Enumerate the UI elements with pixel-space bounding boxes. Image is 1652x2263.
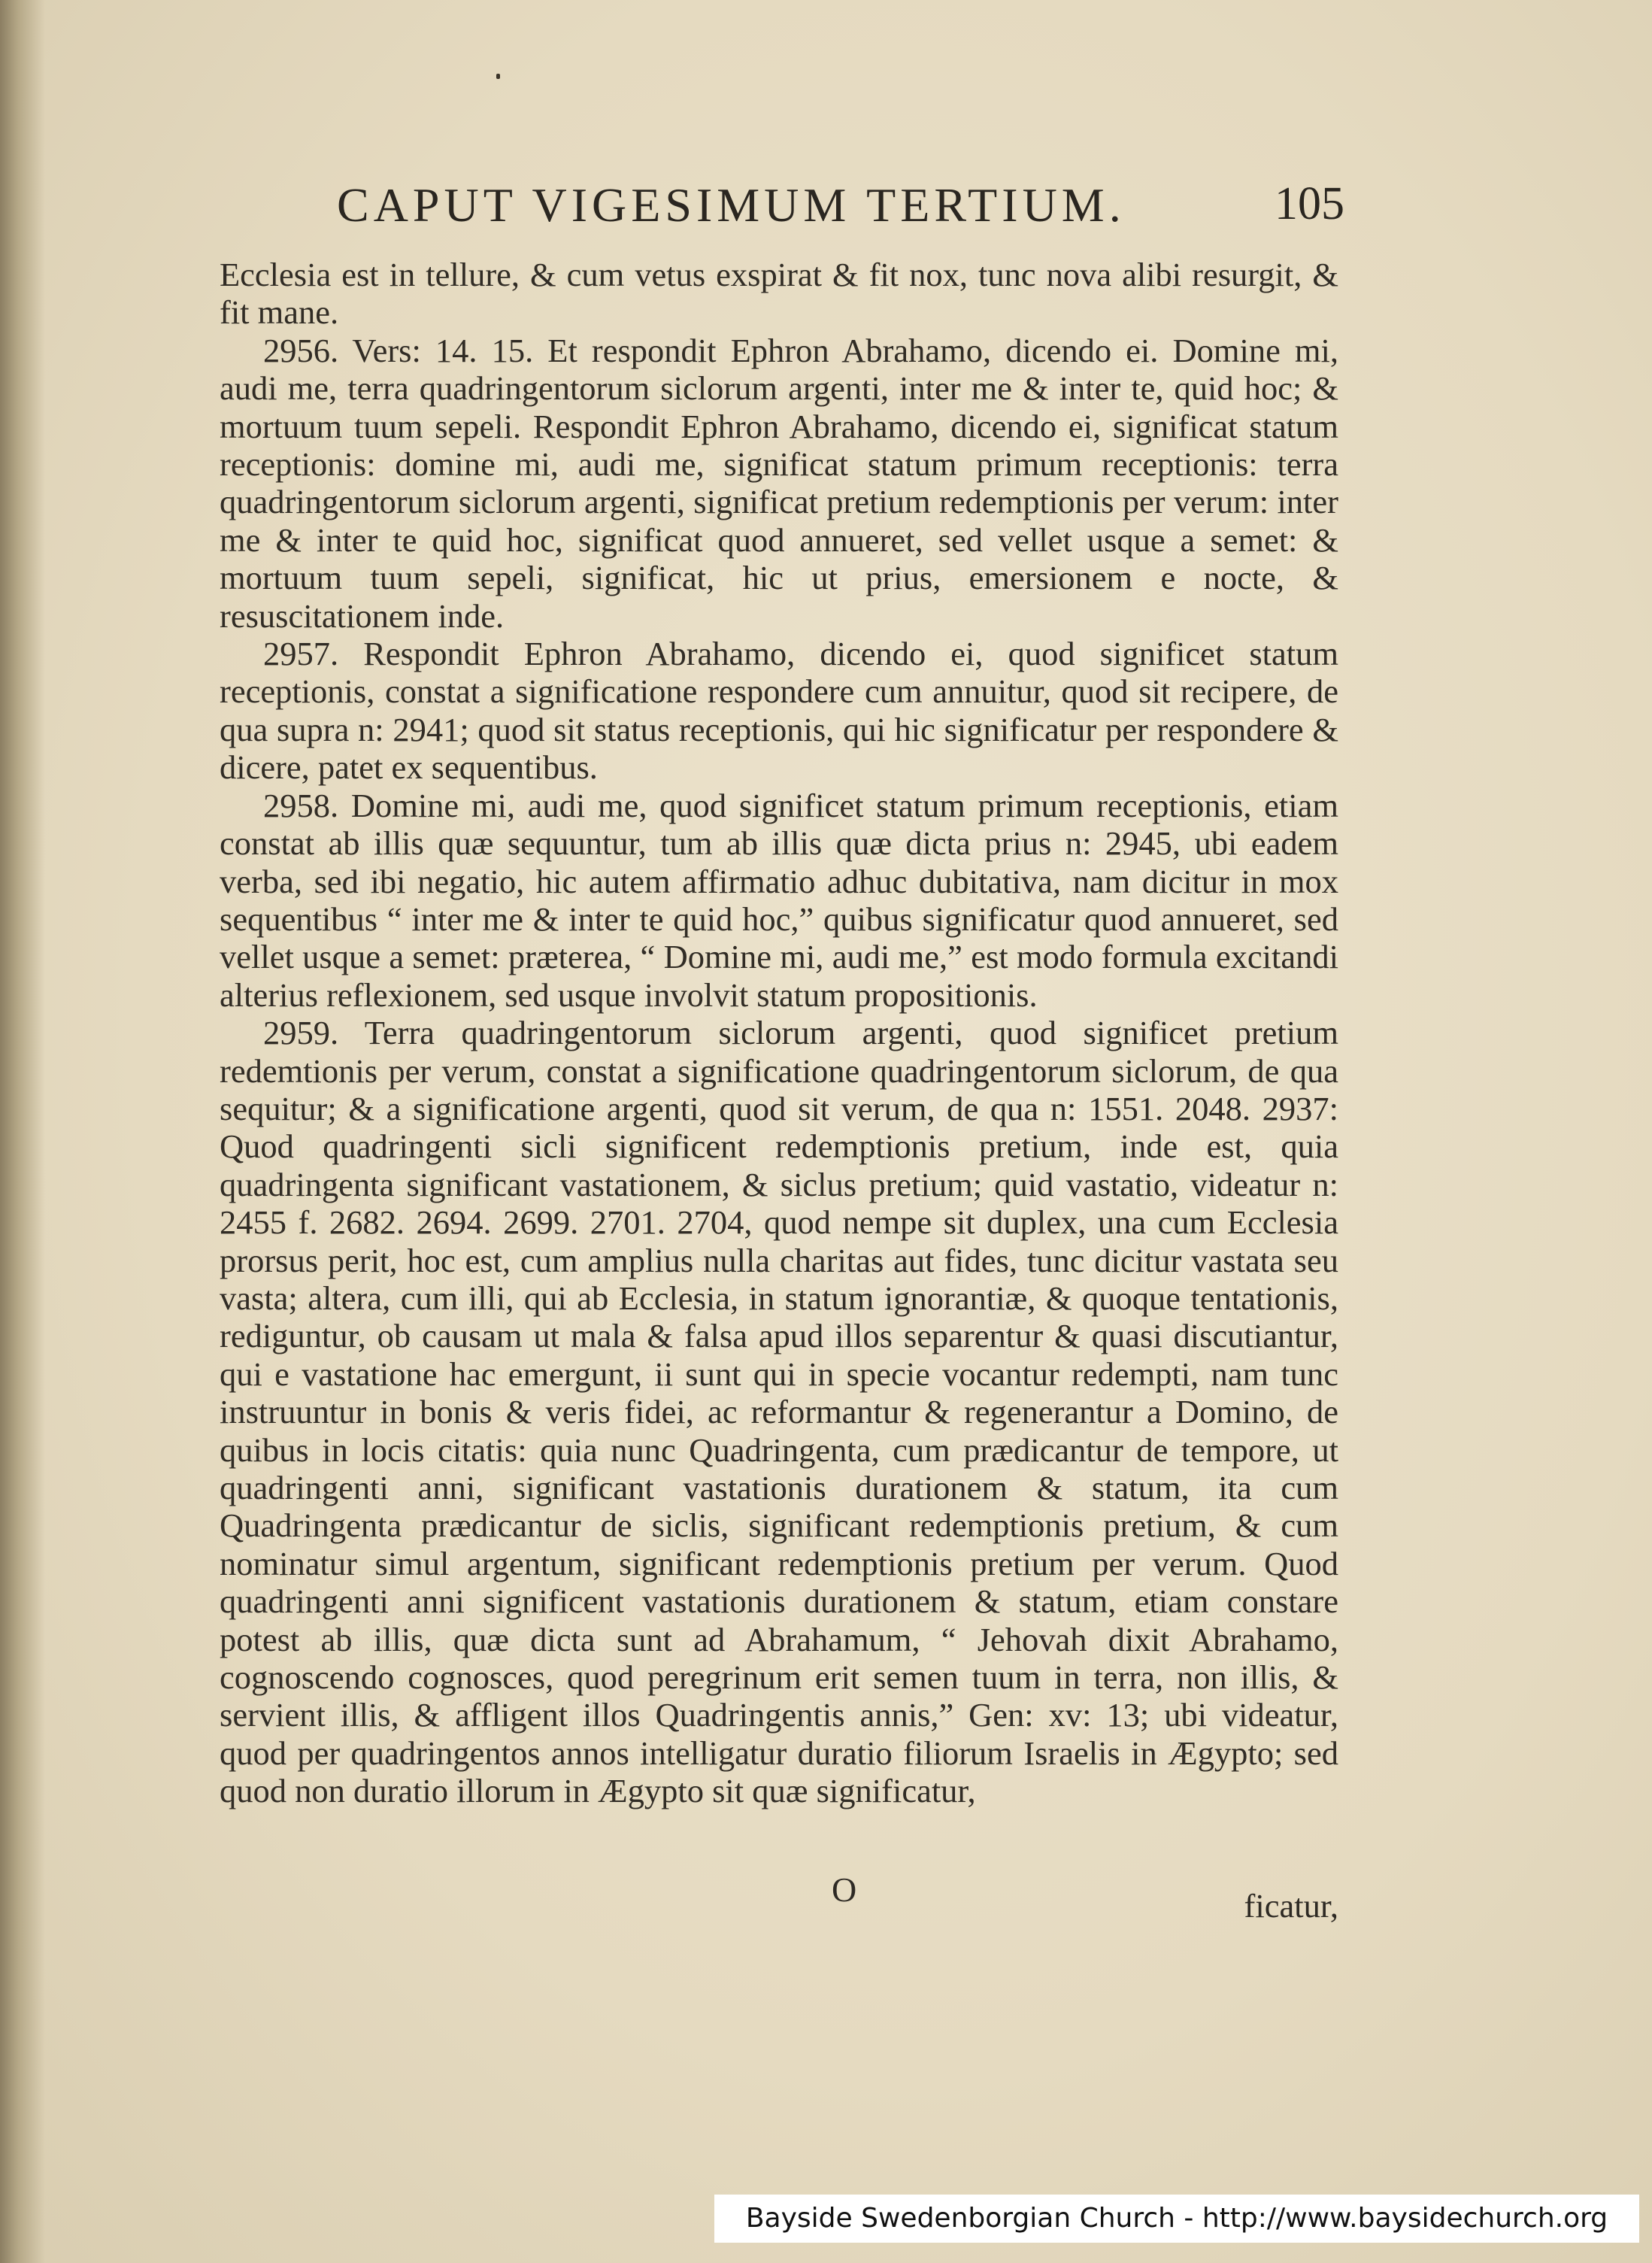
running-head: CAPUT VIGESIMUM TERTIUM. (337, 178, 1126, 232)
paragraph-2957: 2957. Respondit Ephron Abrahamo, dicendo ei, quod significet statum receptionis, constat a significatione respondere cum annuitur, quod sit recipere, de qua supra n: 2941; quod sit status receptionis, qui hic significatur per respondere & dicere, patet ex sequentibus. (220, 635, 1338, 787)
ink-speck (496, 74, 500, 79)
catchword: ficatur, (1244, 1887, 1338, 1925)
paragraph-2956: 2956. Vers: 14. 15. Et respondit Ephron Abrahamo, dicendo ei. Domine mi, audi me, terra quadringentorum siclorum argenti, inter me & inter te, quid hoc; & mortuum tuum sepeli. Respondit Ephron Abrahamo, dicendo ei, significat statum receptionis: domine mi, audi me, significat statum primum receptionis: terra quadringentorum siclorum argenti, significat pretium redemptionis per verum: inter me & inter te quid hoc, significat quod annueret, sed vellet usque a semet: & mortuum tuum sepeli, significat, hic ut prius, emersionem e nocte, & resuscitationem inde. (220, 331, 1338, 635)
paragraph-2958: 2958. Domine mi, audi me, quod significet statum primum receptionis, etiam constat ab illis quæ sequuntur, tum ab illis quæ dicta prius n: 2945, ubi eadem verba, sed ibi negatio, hic autem affirmatio adhuc dubitativa, nam dicitur in mox sequentibus “ inter me & inter te quid hoc,” quibus significatur quod annueret, sed vellet usque a semet: præterea, “ Domine mi, audi me,” est modo formula excitandi alterius reflexionem, sed usque involvit statum propositionis. (220, 786, 1338, 1014)
page-header (337, 177, 1344, 238)
credit-banner: Bayside Swedenborgian Church - http://www.baysidechurch.org (714, 2195, 1639, 2243)
paragraph-continuation: Ecclesia est in tellure, & cum vetus exspirat & fit nox, tunc nova alibi resurgit, & fit mane. (220, 256, 1338, 332)
body-text (220, 256, 1338, 1810)
signature-mark: O (832, 1870, 857, 1909)
page-gutter-shadow (0, 0, 45, 2263)
page-number: 105 (1275, 178, 1344, 229)
paragraph-2959: 2959. Terra quadringentorum siclorum argenti, quod significet pretium redemtionis per verum, constat a significatione quadringentorum siclorum, de qua sequitur; & a significatione argenti, quod sit verum, de qua n: 1551. 2048. 2937: Quod quadringenti sicli significent redemptionis pretium, inde est, quia quadringenta significant vastationem, & siclus pretium; quid vastatio, videatur n: 2455 f. 2682. 2694. 2699. 2701. 2704, quod nempe sit duplex, una cum Ecclesia prorsus perit, hoc est, cum amplius nulla charitas aut fides, tunc dicitur vastata seu vasta; altera, cum illi, qui ab Ecclesia, in statum ignorantiæ, & quoque tentationis, rediguntur, ob causam ut mala & falsa apud illos separentur & quasi discutiantur, qui e vastatione hac emergunt, ii sunt qui in specie vocantur redempti, nam tunc instruuntur in bonis & veris fidei, ac reformantur & regenerantur a Domino, de quibus in locis citatis: quia nunc Quadringenta, cum prædicantur de tempore, ut quadringenti anni, significant vastationis durationem & statum, ita cum Quadringenta prædicantur de siclis, significant redemptionis pretium, & cum nominatur simul argentum, significant redemptionis pretium per verum. Quod quadringenti anni significent vastationis durationem & statum, etiam constare potest ab illis, quæ dicta sunt ad Abrahamum, “ Jehovah dixit Abrahamo, cognoscendo cognosces, quod peregrinum erit semen tuum in terra, non illis, & servient illis, & affligent illos Quadringentis annis,” Gen: xv: 13; ubi videatur, quod per quadringentos annos intelligatur duratio filiorum Israelis in Ægypto; sed quod non duratio illorum in Ægypto sit quæ significatur, (220, 1014, 1338, 1810)
